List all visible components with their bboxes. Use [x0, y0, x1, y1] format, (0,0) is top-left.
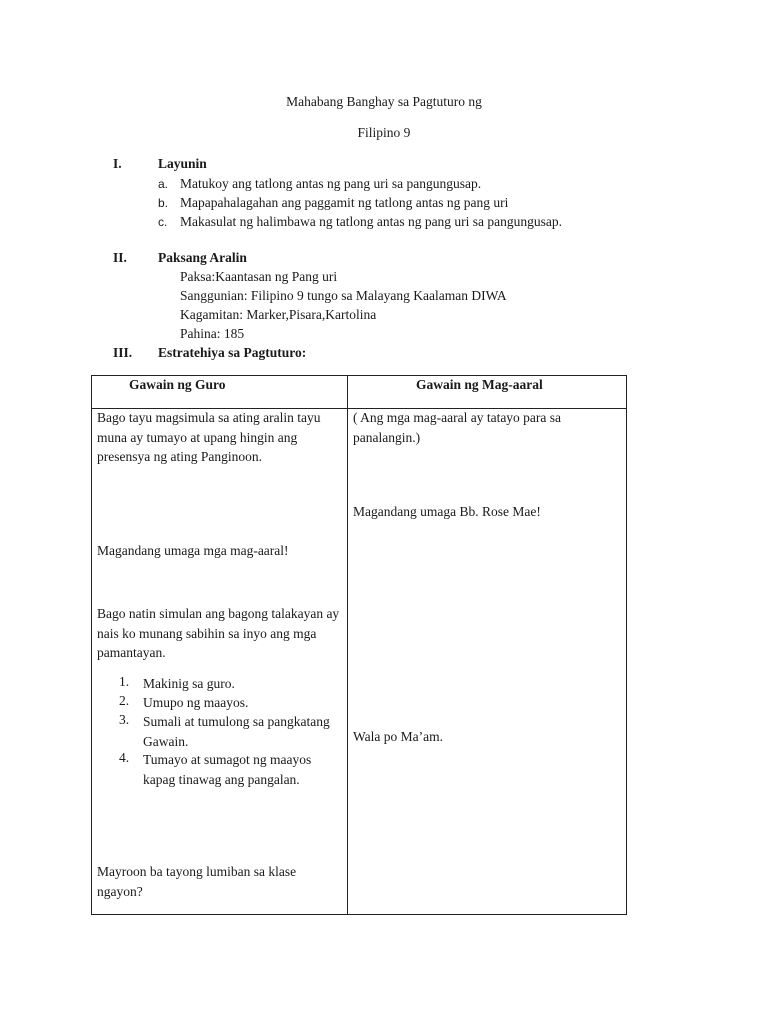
- topic-line: Paksa:Kaantasan ng Pang uri: [180, 269, 338, 284]
- section-2-numeral: II.: [113, 250, 127, 265]
- section-1-heading: Layunin: [158, 156, 207, 171]
- rule-number: 2.: [119, 693, 130, 708]
- rule-item: Makinig sa guro.: [143, 676, 235, 691]
- section-2-heading: Paksang Aralin: [158, 250, 247, 265]
- rule-number: 3.: [119, 712, 130, 727]
- document-title: Mahabang Banghay sa Pagtuturo ng: [286, 94, 482, 109]
- rule-number: 1.: [119, 674, 130, 689]
- column-divider: [347, 376, 348, 914]
- section-1-numeral: I.: [113, 156, 122, 171]
- teacher-prayer-text: Bago tayu magsimula sa ating aralin tayu muna ay tumayo at upang hingin ang presensya ng ating Panginoon.: [97, 410, 321, 464]
- materials-line: Kagamitan: Marker,Pisara,Kartolina: [180, 307, 377, 322]
- student-greeting-response: Magandang umaga Bb. Rose Mae!: [353, 504, 541, 519]
- section-3-numeral: III.: [113, 345, 133, 360]
- objective-marker: a.: [158, 177, 169, 191]
- objective-item: Makasulat ng halimbawa ng tatlong antas ng pang uri sa pangungusap.: [180, 214, 563, 229]
- section-3-heading: Estratehiya sa Pagtuturo:: [158, 345, 307, 360]
- objective-marker: c.: [158, 215, 168, 229]
- activity-table: [91, 375, 627, 915]
- document-subject: Filipino 9: [357, 125, 411, 140]
- rule-item: Sumali at tumulong sa pangkatang Gawain.: [143, 714, 330, 749]
- objective-item: Mapapahalagahan ang paggamit ng tatlong antas ng pang uri: [180, 195, 509, 210]
- student-prayer-response: ( Ang mga mag-aaral ay tatayo para sa panalangin.): [353, 410, 562, 445]
- rule-item: Tumayo at sumagot ng maayos kapag tinawag ang pangalan.: [143, 752, 312, 787]
- student-attendance-response: Wala po Ma’am.: [353, 729, 444, 744]
- objective-item: Matukoy ang tatlong antas ng pang uri sa pangungusap.: [180, 176, 482, 191]
- objective-marker: b.: [158, 196, 169, 210]
- teacher-attendance-question: Mayroon ba tayong lumiban sa klase ngayon?: [97, 864, 297, 899]
- student-column-header: Gawain ng Mag-aaral: [416, 377, 543, 392]
- reference-line: Sanggunian: Filipino 9 tungo sa Malayang Kaalaman DIWA: [180, 288, 507, 303]
- teacher-greeting-text: Magandang umaga mga mag-aaral!: [97, 543, 289, 558]
- rule-number: 4.: [119, 750, 130, 765]
- teacher-column-header: Gawain ng Guro: [129, 377, 226, 392]
- rule-item: Umupo ng maayos.: [143, 695, 249, 710]
- page-line: Pahina: 185: [180, 326, 245, 341]
- teacher-rules-intro: Bago natin simulan ang bagong talakayan ay nais ko munang sabihin sa inyo ang mga pamantayan.: [97, 606, 340, 660]
